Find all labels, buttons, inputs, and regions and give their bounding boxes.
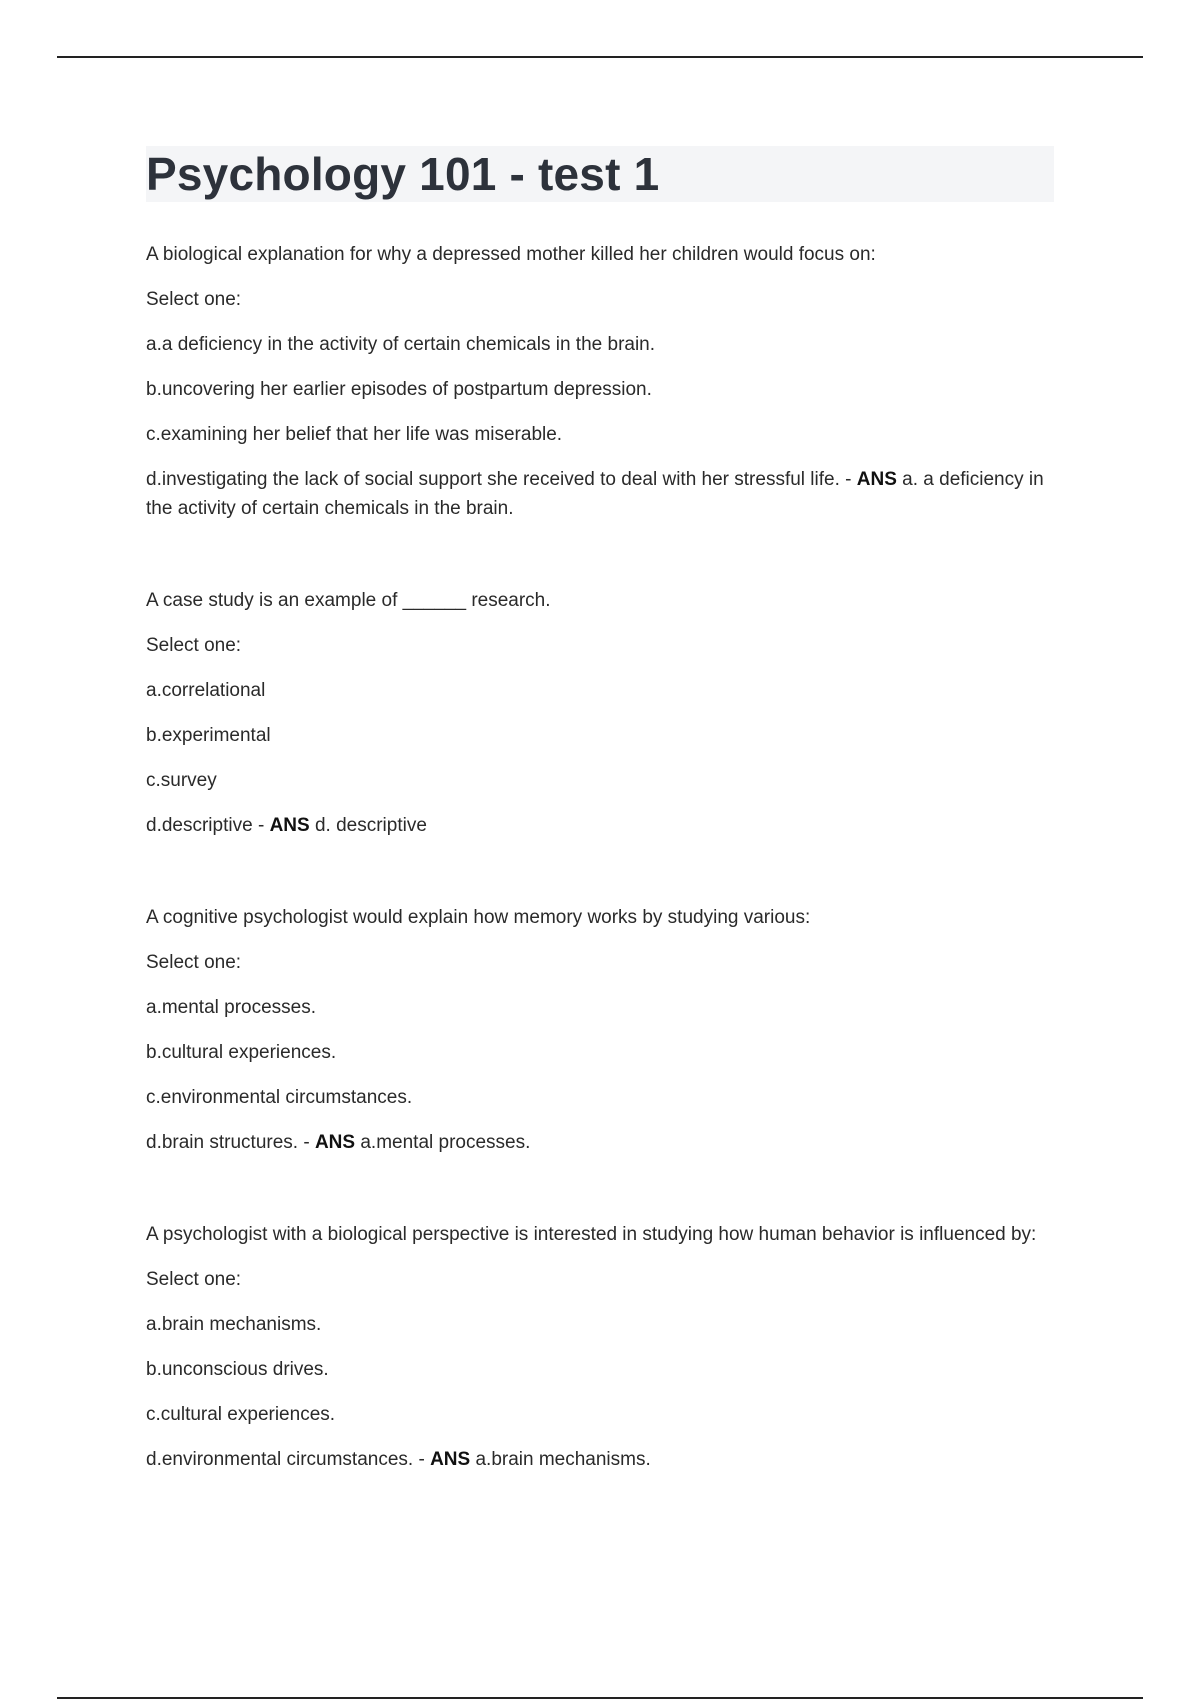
option-a: a.correlational <box>146 680 266 701</box>
ans-label: ANS <box>314 1132 356 1153</box>
option-b: b.experimental <box>146 725 271 746</box>
question-list <box>146 240 1054 1474</box>
page-content <box>146 146 1054 1490</box>
option-a: a.mental processes. <box>146 997 317 1018</box>
option-d: d.descriptive - <box>146 815 265 836</box>
select-one-label: Select one: <box>146 1269 242 1290</box>
answer-text: a.brain mechanisms. <box>475 1449 651 1470</box>
select-one-label: Select one: <box>146 289 242 310</box>
option-b: b.unconscious drives. <box>146 1359 329 1380</box>
question-prompt: A case study is an example of ______ research. <box>146 590 551 611</box>
select-one-label: Select one: <box>146 952 242 973</box>
question-1 <box>146 240 1054 523</box>
option-b: b.cultural experiences. <box>146 1042 337 1063</box>
answer-text: a.mental processes. <box>360 1132 531 1153</box>
option-d-with-answer <box>146 465 1054 523</box>
option-b: b.uncovering her earlier episodes of postpartum depression. <box>146 379 652 400</box>
document-title: Psychology 101 - test 1 <box>146 148 660 200</box>
ans-label: ANS <box>269 815 310 836</box>
option-d-with-answer <box>146 811 1054 840</box>
question-3 <box>146 903 1054 1157</box>
option-d-with-answer <box>146 1128 1054 1157</box>
ans-label: ANS <box>430 1449 471 1470</box>
top-rule <box>57 56 1143 58</box>
bottom-rule <box>57 1697 1143 1699</box>
option-d-with-answer <box>146 1445 1054 1474</box>
answer-text: a. a deficiency in the activity of certain chemicals in the brain. <box>146 469 1044 519</box>
question-4 <box>146 1220 1054 1474</box>
option-c: c.survey <box>146 770 217 791</box>
option-a: a.a deficiency in the activity of certain chemicals in the brain. <box>146 334 656 355</box>
answer-text: d. descriptive <box>314 815 427 836</box>
ans-label: ANS <box>856 469 897 490</box>
question-prompt: A cognitive psychologist would explain how memory works by studying various: <box>146 907 811 928</box>
option-d: d.investigating the lack of social support she received to deal with her stressful life. - <box>146 469 852 490</box>
title-banner <box>146 146 1054 202</box>
option-c: c.environmental circumstances. <box>146 1087 413 1108</box>
option-d: d.brain structures. - <box>146 1132 310 1153</box>
select-one-label: Select one: <box>146 635 242 656</box>
question-prompt: A biological explanation for why a depressed mother killed her children would focus on: <box>146 244 876 265</box>
option-d: d.environmental circumstances. - <box>146 1449 425 1470</box>
option-c: c.examining her belief that her life was miserable. <box>146 424 563 445</box>
question-prompt: A psychologist with a biological perspective is interested in studying how human behavior is influenced by: <box>146 1224 1037 1245</box>
question-2 <box>146 586 1054 840</box>
option-a: a.brain mechanisms. <box>146 1314 322 1335</box>
option-c: c.cultural experiences. <box>146 1404 336 1425</box>
